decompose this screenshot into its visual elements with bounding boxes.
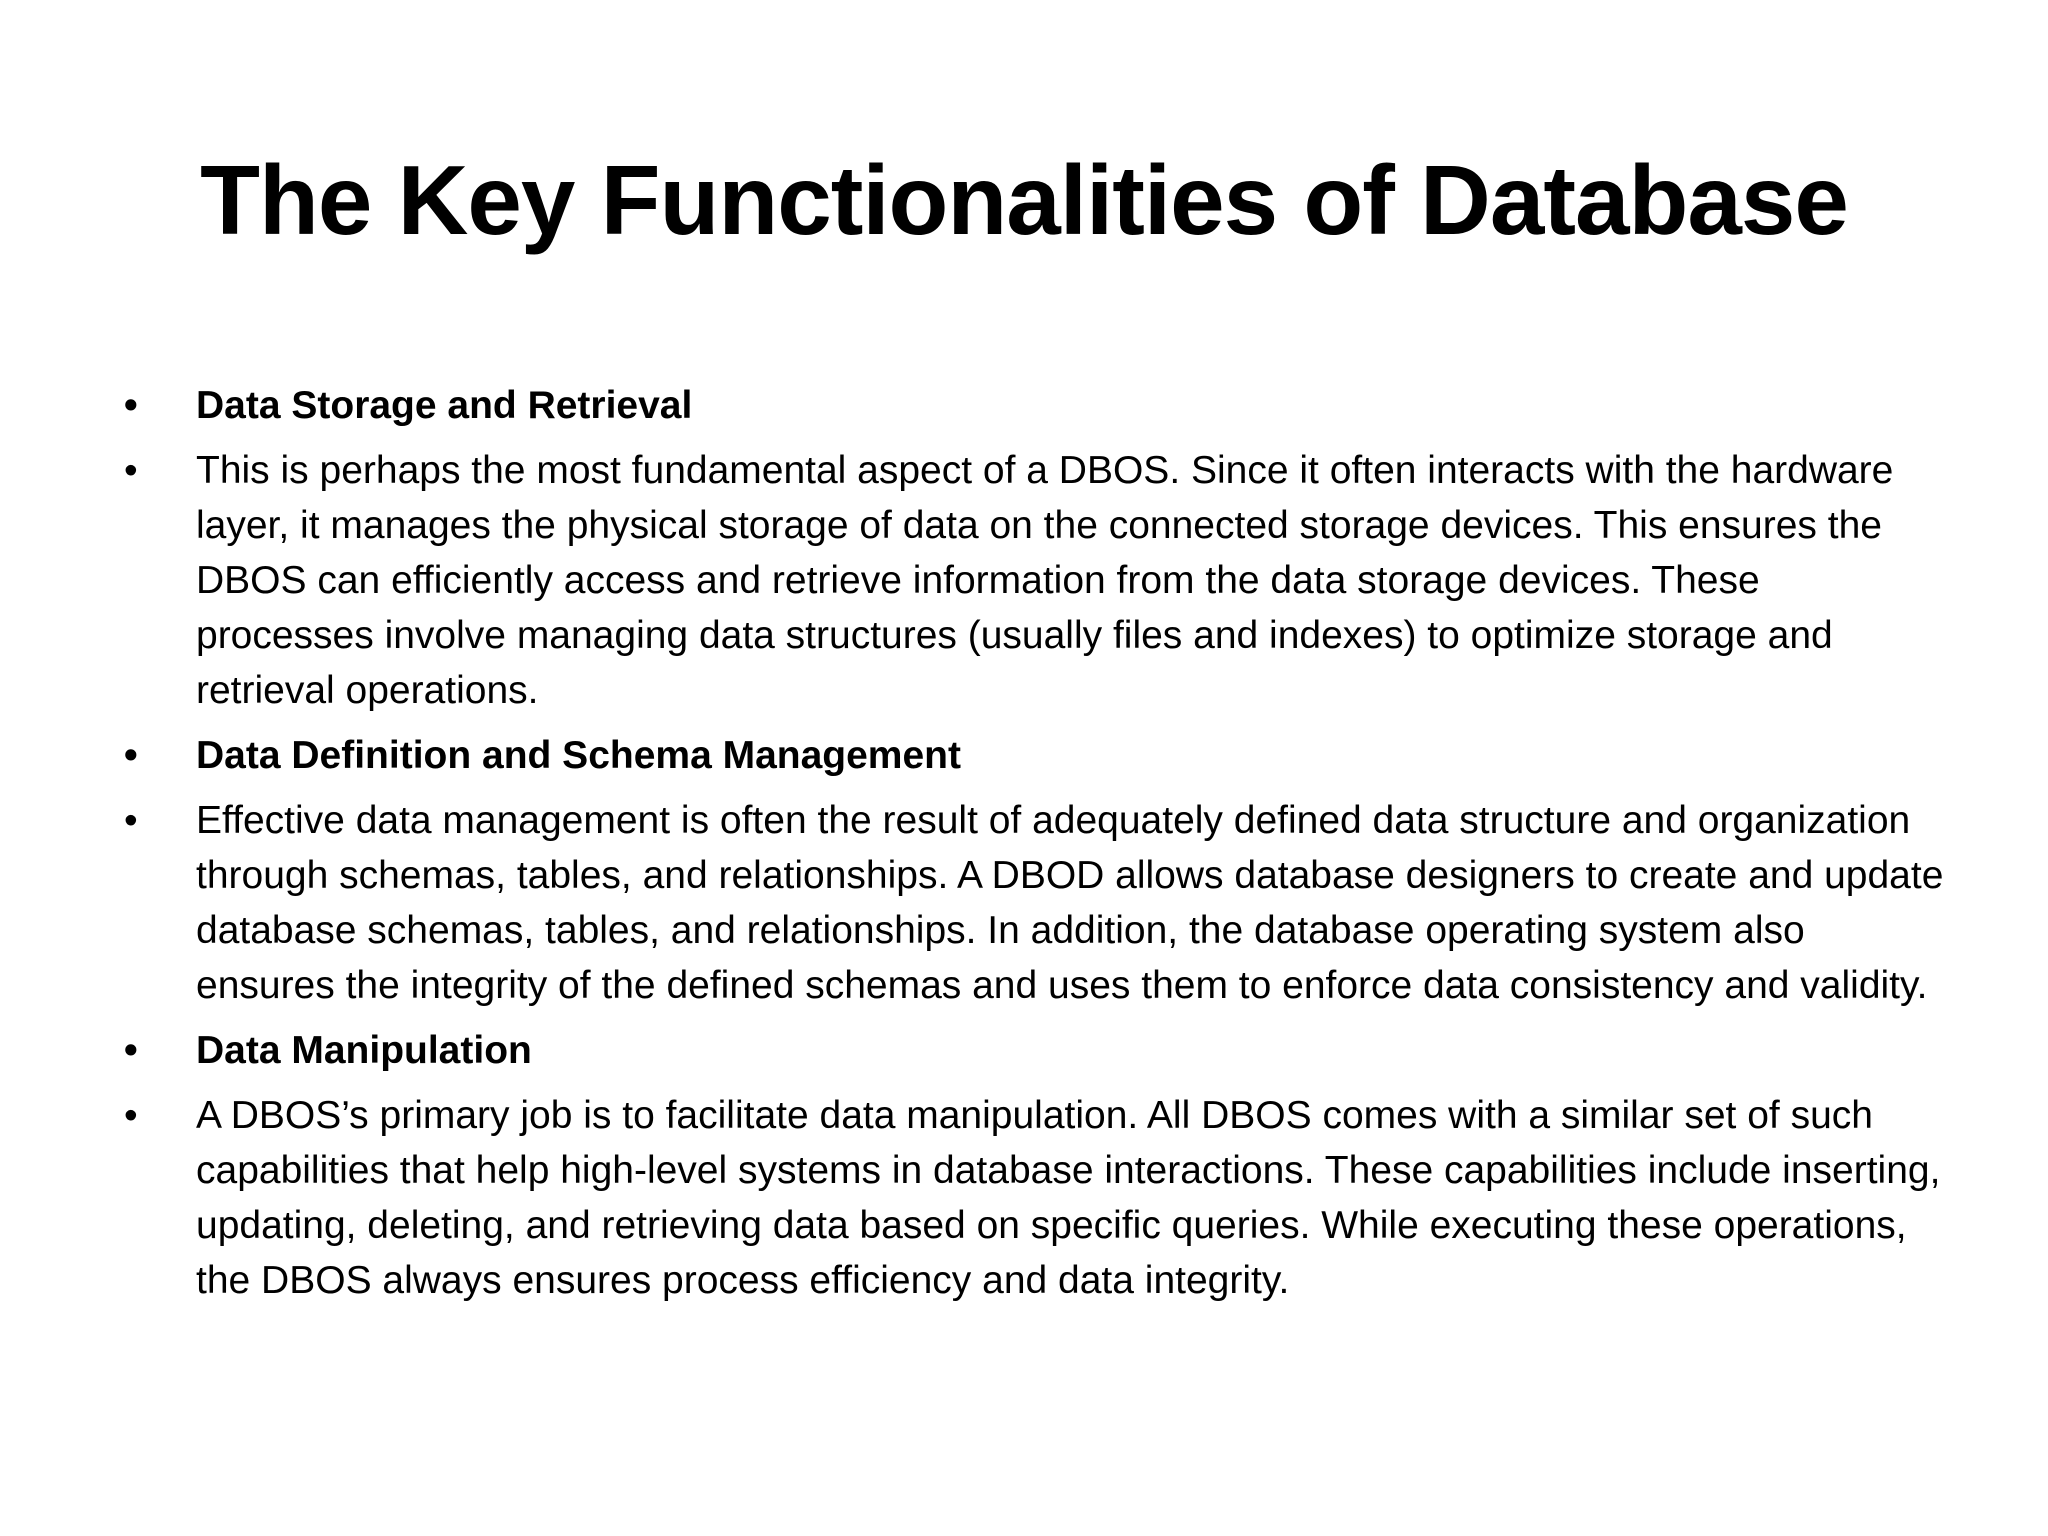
- bullet-text: Data Definition and Schema Management: [196, 734, 961, 777]
- bullet-text: Data Storage and Retrieval: [196, 384, 693, 427]
- bullet-dot-icon: •: [124, 799, 138, 842]
- bullet-item-heading: [124, 728, 1944, 783]
- bullet-dot-icon: •: [124, 384, 138, 427]
- bullet-item: [124, 793, 1944, 1013]
- bullet-item-heading: [124, 1023, 1944, 1078]
- bullet-item: [124, 1088, 1944, 1308]
- bullet-text: This is perhaps the most fundamental aspect of a DBOS. Since it often interacts with the hardware layer, it manages the physical storage of data on the connected storage devices. This ensures the DBOS can efficiently access and retrieve information from the data storage devices. These processes involve managing data structures (usually files and indexes) to optimize storage and retrieval operations.: [196, 449, 1894, 712]
- bullet-dot-icon: •: [124, 1094, 138, 1137]
- bullet-item: [124, 443, 1944, 718]
- slide-title: The Key Functionalities of Database: [200, 145, 1848, 255]
- bullet-item-heading: [124, 378, 1944, 433]
- bullet-list: [124, 378, 1944, 1318]
- bullet-text: Data Manipulation: [196, 1029, 532, 1072]
- bullet-text: A DBOS’s primary job is to facilitate data manipulation. All DBOS comes with a similar set of such capabilities that help high-level systems in database interactions. These capabilities include inserting, updating, deleting, and retrieving data based on specific queries. While executing these operations, the DBOS always ensures process efficiency and data integrity.: [196, 1094, 1941, 1302]
- bullet-dot-icon: •: [124, 449, 138, 492]
- bullet-text: Effective data management is often the result of adequately defined data structure and organization through schemas, tables, and relationships. A DBOD allows database designers to create and update database schemas, tables, and relationships. In addition, the database operating system also ensures the integrity of the defined schemas and uses them to enforce data consistency and validity.: [196, 799, 1944, 1007]
- bullet-dot-icon: •: [124, 1029, 138, 1072]
- bullet-dot-icon: •: [124, 734, 138, 777]
